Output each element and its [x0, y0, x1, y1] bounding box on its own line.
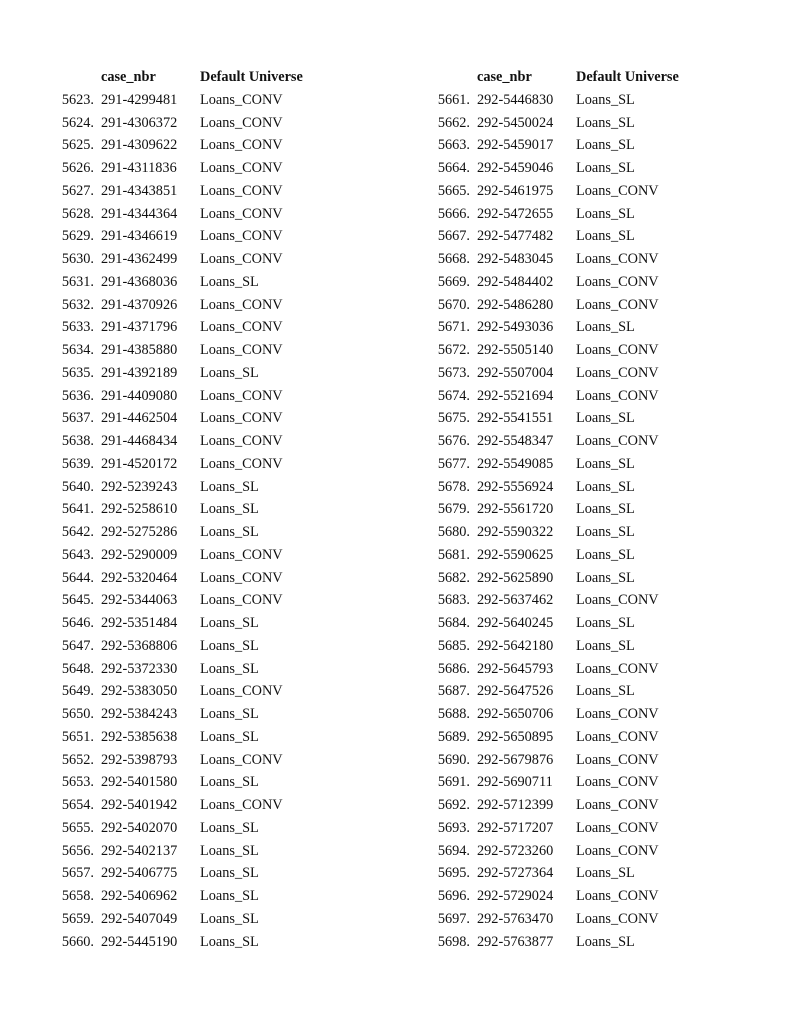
case-nbr-cell: 292-5625890 [477, 569, 554, 586]
case-nbr-cell: 292-5561720 [477, 501, 554, 518]
row-number: 5679. [437, 501, 470, 518]
case-nbr-cell: 292-5642180 [477, 637, 554, 654]
default-universe-cell: Loans_SL [576, 615, 635, 631]
case-nbr-cell: 291-4392189 [101, 364, 178, 381]
default-universe-cell: Loans_CONV [576, 660, 659, 677]
row-number: 5683. [437, 592, 470, 609]
row-number: 5677. [437, 455, 470, 472]
case-nbr-cell: 291-4343851 [101, 182, 178, 199]
default-universe-cell: Loans_CONV [200, 91, 283, 108]
column-header-default-universe: Default Universe [576, 69, 679, 85]
row-number: 5673. [437, 364, 470, 381]
default-universe-cell: Loans_CONV [200, 410, 283, 427]
default-universe-cell: Loans_SL [200, 615, 259, 631]
default-universe-cell: Loans_SL [200, 910, 259, 927]
row-number: 5647. [61, 637, 94, 654]
row-number: 5624. [61, 114, 94, 131]
column-header-case-nbr: case_nbr [477, 69, 532, 85]
case-nbr-cell: 292-5372330 [101, 660, 178, 677]
case-nbr-cell: 292-5368806 [101, 637, 178, 654]
case-nbr-cell: 292-5407049 [101, 910, 178, 927]
default-universe-cell: Loans_SL [200, 888, 259, 904]
case-nbr-cell: 292-5402070 [101, 819, 178, 836]
row-number: 5633. [61, 319, 94, 336]
case-nbr-cell: 292-5258610 [101, 501, 178, 518]
default-universe-cell: Loans_SL [576, 228, 635, 245]
row-number: 5636. [61, 387, 94, 404]
case-nbr-cell: 292-5450024 [477, 114, 554, 131]
row-number: 5635. [61, 364, 94, 381]
default-universe-cell: Loans_SL [576, 683, 635, 700]
row-number: 5653. [61, 774, 94, 791]
case-nbr-cell: 292-5406775 [101, 865, 178, 882]
case-nbr-cell: 291-4299481 [101, 91, 178, 108]
case-nbr-cell: 292-5477482 [477, 228, 554, 245]
default-universe-cell: Loans_SL [200, 660, 259, 677]
default-universe-cell: Loans_SL [576, 205, 635, 222]
default-universe-cell: Loans_CONV [576, 706, 659, 722]
default-universe-cell: Loans_CONV [200, 319, 283, 336]
case-nbr-cell: 292-5472655 [477, 205, 554, 222]
default-universe-cell: Loans_CONV [576, 819, 659, 836]
default-universe-cell: Loans_SL [200, 842, 259, 859]
case-nbr-cell: 292-5729024 [477, 888, 554, 904]
default-universe-cell: Loans_SL [200, 637, 259, 654]
default-universe-cell: Loans_SL [576, 455, 635, 472]
default-universe-cell: Loans_SL [200, 501, 259, 518]
case-nbr-cell: 292-5275286 [101, 524, 178, 540]
default-universe-cell: Loans_SL [576, 569, 635, 586]
case-nbr-cell: 292-5483045 [477, 251, 554, 267]
default-universe-cell: Loans_CONV [200, 137, 283, 154]
default-universe-cell: Loans_SL [576, 114, 635, 131]
case-nbr-cell: 292-5640245 [477, 615, 554, 631]
default-universe-cell: Loans_SL [200, 865, 259, 882]
row-number: 5649. [61, 683, 94, 700]
case-nbr-cell: 291-4309622 [101, 137, 178, 154]
row-number: 5625. [61, 137, 94, 154]
default-universe-cell: Loans_SL [200, 728, 259, 745]
default-universe-cell: Loans_CONV [576, 364, 659, 381]
row-number: 5695. [437, 865, 470, 882]
case-nbr-cell: 292-5647526 [477, 683, 554, 700]
default-universe-cell: Loans_CONV [200, 546, 283, 563]
default-universe-cell: Loans_CONV [200, 182, 283, 199]
row-number: 5627. [61, 182, 94, 199]
case-nbr-cell: 292-5484402 [477, 273, 554, 290]
case-nbr-cell: 292-5645793 [477, 660, 554, 677]
default-universe-cell: Loans_SL [200, 933, 259, 950]
case-nbr-cell: 292-5402137 [101, 842, 178, 859]
default-universe-cell: Loans_CONV [576, 296, 659, 313]
row-number: 5637. [61, 410, 94, 427]
default-universe-cell: Loans_CONV [576, 842, 659, 859]
case-nbr-cell: 292-5344063 [101, 592, 178, 609]
default-universe-cell: Loans_SL [576, 933, 635, 950]
row-number: 5686. [437, 660, 470, 677]
default-universe-cell: Loans_SL [200, 364, 259, 381]
case-nbr-cell: 292-5401942 [101, 797, 178, 813]
row-number: 5682. [437, 569, 470, 586]
row-number: 5690. [437, 751, 470, 768]
default-universe-cell: Loans_SL [200, 774, 259, 791]
default-universe-cell: Loans_CONV [200, 751, 283, 768]
row-number: 5666. [437, 205, 470, 222]
case-nbr-cell: 292-5549085 [477, 455, 554, 472]
case-nbr-cell: 291-4370926 [101, 296, 178, 313]
case-nbr-cell: 292-5493036 [477, 319, 554, 336]
default-universe-cell: Loans_CONV [200, 296, 283, 313]
case-nbr-cell: 292-5239243 [101, 478, 178, 495]
row-number: 5688. [437, 706, 470, 722]
case-nbr-cell: 292-5590625 [477, 546, 554, 563]
case-nbr-cell: 292-5763877 [477, 933, 554, 950]
default-universe-cell: Loans_CONV [576, 387, 659, 404]
row-number: 5656. [61, 842, 94, 859]
default-universe-cell: Loans_CONV [200, 342, 283, 358]
row-number: 5674. [437, 387, 470, 404]
row-number: 5651. [61, 728, 94, 745]
case-nbr-cell: 291-4371796 [101, 319, 178, 336]
case-nbr-cell: 292-5556924 [477, 478, 554, 495]
row-number: 5650. [61, 706, 94, 722]
row-number: 5629. [61, 228, 94, 245]
default-universe-cell: Loans_CONV [200, 251, 283, 267]
row-number: 5671. [437, 319, 470, 336]
default-universe-cell: Loans_CONV [576, 728, 659, 745]
row-number: 5641. [61, 501, 94, 518]
case-nbr-cell: 291-4385880 [101, 342, 178, 358]
row-number: 5675. [437, 410, 470, 427]
row-number: 5645. [61, 592, 94, 609]
row-number: 5643. [61, 546, 94, 563]
row-number: 5692. [437, 797, 470, 813]
case-nbr-cell: 292-5507004 [477, 364, 554, 381]
default-universe-cell: Loans_SL [576, 410, 635, 427]
row-number: 5665. [437, 182, 470, 199]
default-universe-cell: Loans_CONV [576, 273, 659, 290]
case-nbr-cell: 292-5351484 [101, 615, 178, 631]
row-number: 5657. [61, 865, 94, 882]
case-nbr-cell: 292-5679876 [477, 751, 554, 768]
default-universe-cell: Loans_CONV [200, 592, 283, 609]
case-nbr-cell: 292-5548347 [477, 433, 554, 449]
default-universe-cell: Loans_SL [576, 478, 635, 495]
row-number: 5642. [61, 524, 94, 540]
default-universe-cell: Loans_SL [200, 706, 259, 722]
row-number: 5698. [437, 933, 470, 950]
column-header-case-nbr: case_nbr [101, 69, 156, 85]
default-universe-cell: Loans_SL [576, 137, 635, 154]
case-nbr-cell: 292-5406962 [101, 888, 178, 904]
case-nbr-cell: 292-5384243 [101, 706, 178, 722]
row-number: 5654. [61, 797, 94, 813]
row-number: 5646. [61, 615, 94, 631]
case-nbr-cell: 291-4468434 [101, 433, 178, 449]
default-universe-cell: Loans_SL [576, 637, 635, 654]
row-number: 5687. [437, 683, 470, 700]
case-nbr-cell: 292-5590322 [477, 524, 554, 540]
default-universe-cell: Loans_CONV [200, 433, 283, 449]
row-number: 5648. [61, 660, 94, 677]
default-universe-cell: Loans_CONV [200, 569, 283, 586]
case-nbr-cell: 292-5723260 [477, 842, 554, 859]
default-universe-cell: Loans_CONV [576, 251, 659, 267]
case-nbr-cell: 292-5445190 [101, 933, 178, 950]
default-universe-cell: Loans_CONV [576, 433, 659, 449]
default-universe-cell: Loans_SL [576, 319, 635, 336]
case-nbr-cell: 291-4344364 [101, 205, 178, 222]
row-number: 5664. [437, 160, 470, 176]
case-nbr-cell: 292-5763470 [477, 910, 554, 927]
row-number: 5660. [61, 933, 94, 950]
row-number: 5630. [61, 251, 94, 267]
row-number: 5623. [61, 91, 94, 108]
case-nbr-cell: 291-4462504 [101, 410, 178, 427]
case-nbr-cell: 292-5650706 [477, 706, 554, 722]
default-universe-cell: Loans_SL [200, 273, 259, 290]
default-universe-cell: Loans_CONV [200, 683, 283, 700]
default-universe-cell: Loans_CONV [576, 910, 659, 927]
case-nbr-cell: 291-4520172 [101, 455, 178, 472]
row-number: 5670. [437, 296, 470, 313]
row-number: 5631. [61, 273, 94, 290]
case-nbr-cell: 292-5461975 [477, 182, 554, 199]
default-universe-cell: Loans_CONV [200, 114, 283, 131]
row-number: 5662. [437, 114, 470, 131]
row-number: 5661. [437, 91, 470, 108]
row-number: 5697. [437, 910, 470, 927]
row-number: 5639. [61, 455, 94, 472]
default-universe-cell: Loans_CONV [576, 592, 659, 609]
row-number: 5628. [61, 205, 94, 222]
default-universe-cell: Loans_CONV [576, 774, 659, 791]
row-number: 5658. [61, 888, 94, 904]
row-number: 5672. [437, 342, 470, 358]
row-number: 5659. [61, 910, 94, 927]
default-universe-cell: Loans_SL [576, 501, 635, 518]
case-nbr-cell: 292-5398793 [101, 751, 178, 768]
row-number: 5640. [61, 478, 94, 495]
row-number: 5652. [61, 751, 94, 768]
case-nbr-cell: 292-5717207 [477, 819, 554, 836]
default-universe-cell: Loans_CONV [200, 387, 283, 404]
row-number: 5678. [437, 478, 470, 495]
default-universe-cell: Loans_SL [576, 524, 635, 540]
row-number: 5676. [437, 433, 470, 449]
default-universe-cell: Loans_CONV [200, 160, 283, 176]
default-universe-cell: Loans_SL [200, 478, 259, 495]
row-number: 5626. [61, 160, 94, 176]
row-number: 5632. [61, 296, 94, 313]
case-nbr-cell: 291-4362499 [101, 251, 178, 267]
row-number: 5684. [437, 615, 470, 631]
row-number: 5694. [437, 842, 470, 859]
case-nbr-cell: 292-5459017 [477, 137, 554, 154]
default-universe-cell: Loans_CONV [200, 455, 283, 472]
row-number: 5691. [437, 774, 470, 791]
row-number: 5667. [437, 228, 470, 245]
default-universe-cell: Loans_CONV [576, 751, 659, 768]
default-universe-cell: Loans_CONV [200, 205, 283, 222]
default-universe-cell: Loans_SL [200, 819, 259, 836]
row-number: 5693. [437, 819, 470, 836]
default-universe-cell: Loans_CONV [576, 888, 659, 904]
row-number: 5680. [437, 524, 470, 540]
row-number: 5644. [61, 569, 94, 586]
case-nbr-cell: 291-4306372 [101, 114, 178, 131]
default-universe-cell: Loans_CONV [200, 797, 283, 813]
default-universe-cell: Loans_CONV [200, 228, 283, 245]
case-nbr-cell: 292-5637462 [477, 592, 554, 609]
column-header-default-universe: Default Universe [200, 69, 303, 85]
row-number: 5663. [437, 137, 470, 154]
row-number: 5681. [437, 546, 470, 563]
case-nbr-cell: 291-4409080 [101, 387, 178, 404]
case-nbr-cell: 292-5290009 [101, 546, 178, 563]
case-nbr-cell: 292-5521694 [477, 387, 554, 404]
default-universe-cell: Loans_SL [576, 160, 635, 176]
row-number: 5669. [437, 273, 470, 290]
default-universe-cell: Loans_CONV [576, 797, 659, 813]
case-nbr-cell: 291-4346619 [101, 228, 178, 245]
row-number: 5668. [437, 251, 470, 267]
case-nbr-cell: 292-5446830 [477, 91, 554, 108]
case-nbr-cell: 292-5712399 [477, 797, 554, 813]
row-number: 5655. [61, 819, 94, 836]
case-nbr-cell: 292-5727364 [477, 865, 554, 882]
case-nbr-cell: 292-5650895 [477, 728, 554, 745]
default-universe-cell: Loans_CONV [576, 342, 659, 358]
case-nbr-cell: 292-5385638 [101, 728, 178, 745]
default-universe-cell: Loans_CONV [576, 182, 659, 199]
default-universe-cell: Loans_SL [576, 865, 635, 882]
case-nbr-cell: 292-5541551 [477, 410, 554, 427]
case-nbr-cell: 292-5505140 [477, 342, 554, 358]
row-number: 5638. [61, 433, 94, 449]
row-number: 5696. [437, 888, 470, 904]
row-number: 5685. [437, 637, 470, 654]
row-number: 5689. [437, 728, 470, 745]
default-universe-cell: Loans_SL [576, 546, 635, 563]
case-nbr-cell: 292-5320464 [101, 569, 178, 586]
case-nbr-cell: 291-4311836 [101, 160, 177, 176]
default-universe-cell: Loans_SL [200, 524, 259, 540]
case-nbr-cell: 291-4368036 [101, 273, 178, 290]
row-number: 5634. [61, 342, 94, 358]
case-nbr-cell: 292-5459046 [477, 160, 554, 176]
case-nbr-cell: 292-5401580 [101, 774, 178, 791]
case-nbr-cell: 292-5690711 [477, 774, 553, 791]
case-nbr-cell: 292-5486280 [477, 296, 554, 313]
case-nbr-cell: 292-5383050 [101, 683, 178, 700]
default-universe-cell: Loans_SL [576, 91, 635, 108]
